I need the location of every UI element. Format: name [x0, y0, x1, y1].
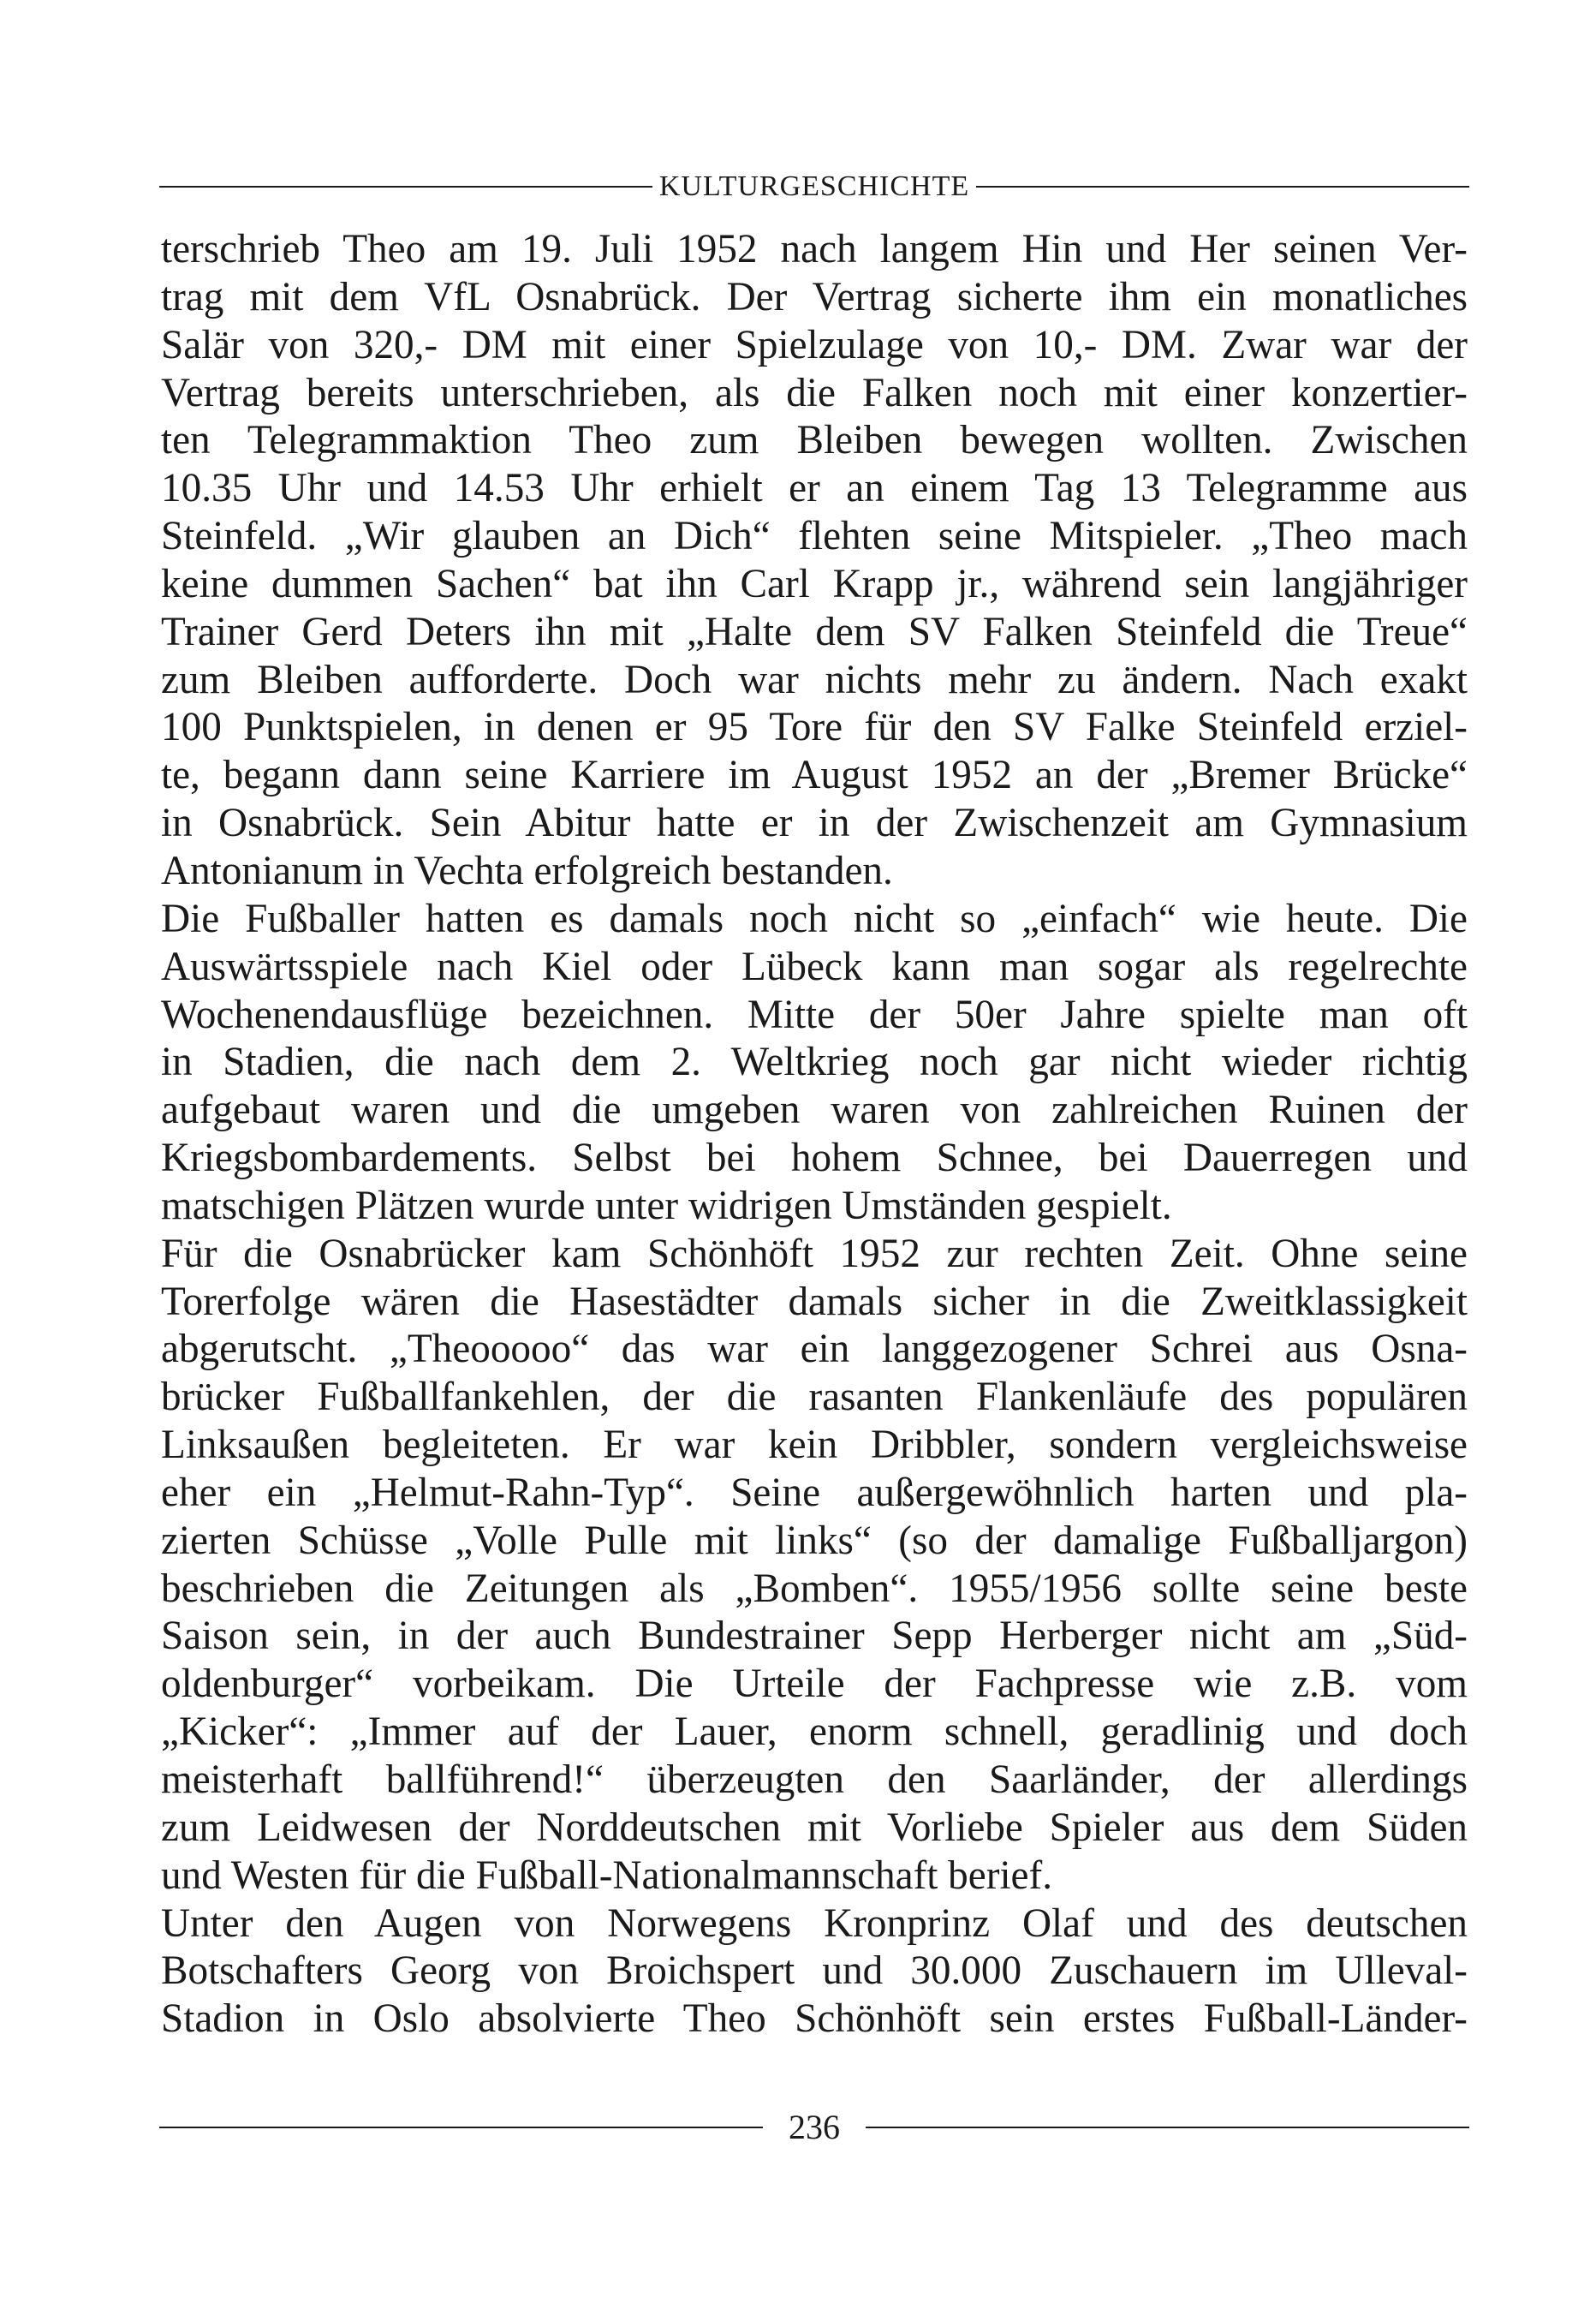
text-line: Antonianum in Vechta erfolgreich bestanden. [161, 848, 893, 893]
text-line: abgerutscht. „Theooooo“ das war ein langgezogener Schrei aus Osna- [161, 1327, 1468, 1372]
paragraph [161, 226, 1468, 896]
text-line: und Westen für die Fußball-Nationalmannschaft berief. [161, 1853, 1053, 1898]
paragraph [161, 1900, 1468, 2044]
text-line: zierten Schüsse „Volle Pulle mit links“ (so der damalige Fußballjargon) [161, 1518, 1468, 1563]
text-line: „Kicker“: „Immer auf der Lauer, enorm schnell, geradlinig und doch [161, 1709, 1468, 1755]
header-rule-right [976, 186, 1469, 188]
text-line: aufgebaut waren und die umgeben waren von zahlreichen Ruinen der [161, 1088, 1468, 1133]
text-line: Linksaußen begleiteten. Er war kein Dribbler, sondern vergleichsweise [161, 1423, 1468, 1468]
text-line: in Osnabrück. Sein Abitur hatte er in der Zwischenzeit am Gymnasium [161, 801, 1468, 846]
footer-rule-left [159, 2127, 763, 2128]
text-line: te, begann dann seine Karriere im August 1952 an der „Bremer Brücke“ [161, 753, 1468, 798]
text-line: Für die Osnabrücker kam Schönhöft 1952 zur rechten Zeit. Ohne seine [161, 1231, 1468, 1276]
text-line: in Stadien, die nach dem 2. Weltkrieg noch gar nicht wieder richtig [161, 1040, 1468, 1085]
text-line: trag mit dem VfL Osnabrück. Der Vertrag sicherte ihm ein monatliches [161, 274, 1468, 319]
text-line: oldenburger“ vorbeikam. Die Urteile der Fachpresse wie z.B. vom [161, 1662, 1468, 1707]
text-line: Saison sein, in der auch Bundestrainer Sepp Herberger nicht am „Süd- [161, 1614, 1468, 1659]
header-rule-left [159, 186, 652, 188]
text-line: Kriegsbombardements. Selbst bei hohem Schnee, bei Dauerregen und [161, 1136, 1468, 1181]
text-line: brücker Fußballfankehlen, der die rasanten Flankenläufe des populären [161, 1375, 1468, 1420]
text-line: meisterhaft ballführend!“ überzeugten den Saarländer, der allerdings [161, 1757, 1468, 1802]
paragraph [161, 896, 1468, 1231]
text-line: Stadion in Oslo absolvierte Theo Schönhöft sein erstes Fußball-Länder- [161, 1996, 1468, 2042]
text-line: terschrieb Theo am 19. Juli 1952 nach langem Hin und Her seinen Ver- [161, 227, 1468, 271]
text-line: keine dummen Sachen“ bat ihn Carl Krapp jr., während sein langjähriger [161, 561, 1468, 606]
body-text [161, 226, 1468, 2043]
text-line: Auswärtsspiele nach Kiel oder Lübeck kann man sogar als regelrechte [161, 944, 1468, 989]
text-line: Steinfeld. „Wir glauben an Dich“ flehten seine Mitspieler. „Theo mach [161, 514, 1468, 559]
text-line: 100 Punktspielen, in denen er 95 Tore für den SV Falke Steinfeld erziel- [161, 705, 1468, 750]
text-line: Vertrag bereits unterschrieben, als die Falken noch mit einer konzertier- [161, 370, 1468, 415]
footer-rule-right [866, 2127, 1469, 2128]
text-line: Torerfolge wären die Hasestädter damals sicher in die Zweitklassigkeit [161, 1279, 1468, 1324]
text-line: Die Fußballer hatten es damals noch nicht so „einfach“ wie heute. Die [161, 896, 1468, 941]
page-footer [159, 2103, 1469, 2151]
page-number: 236 [789, 2108, 840, 2146]
text-line: 10.35 Uhr und 14.53 Uhr erhielt er an einem Tag 13 Telegramme aus [161, 466, 1468, 511]
paragraph [161, 1231, 1468, 1900]
text-line: ten Telegrammaktion Theo zum Bleiben bewegen wollten. Zwischen [161, 418, 1468, 463]
running-header [159, 168, 1469, 206]
text-line: zum Leidwesen der Norddeutschen mit Vorliebe Spieler aus dem Süden [161, 1805, 1468, 1850]
text-line: Unter den Augen von Norwegens Kronprinz Olaf und des deutschen [161, 1900, 1468, 1946]
text-line: Wochenendausflüge bezeichnen. Mitte der 50er Jahre spielte man oft [161, 992, 1468, 1037]
text-line: matschigen Plätzen wurde unter widrigen Umständen gespielt. [161, 1183, 1172, 1228]
text-line: eher ein „Helmut-Rahn-Typ“. Seine außergewöhnlich harten und pla- [161, 1470, 1468, 1515]
text-line: Botschafters Georg von Broichspert und 30.000 Zuschauern im Ulleval- [161, 1948, 1468, 1994]
running-header-title: KULTURGESCHICHTE [658, 170, 970, 202]
text-line: zum Bleiben aufforderte. Doch war nichts mehr zu ändern. Nach exakt [161, 657, 1468, 702]
text-line: Trainer Gerd Deters ihn mit „Halte dem SV Falken Steinfeld die Treue“ [161, 609, 1468, 654]
text-line: beschrieben die Zeitungen als „Bomben“. 1955/1956 sollte seine beste [161, 1566, 1468, 1611]
text-line: Salär von 320,- DM mit einer Spielzulage von 10,- DM. Zwar war der [161, 322, 1468, 367]
